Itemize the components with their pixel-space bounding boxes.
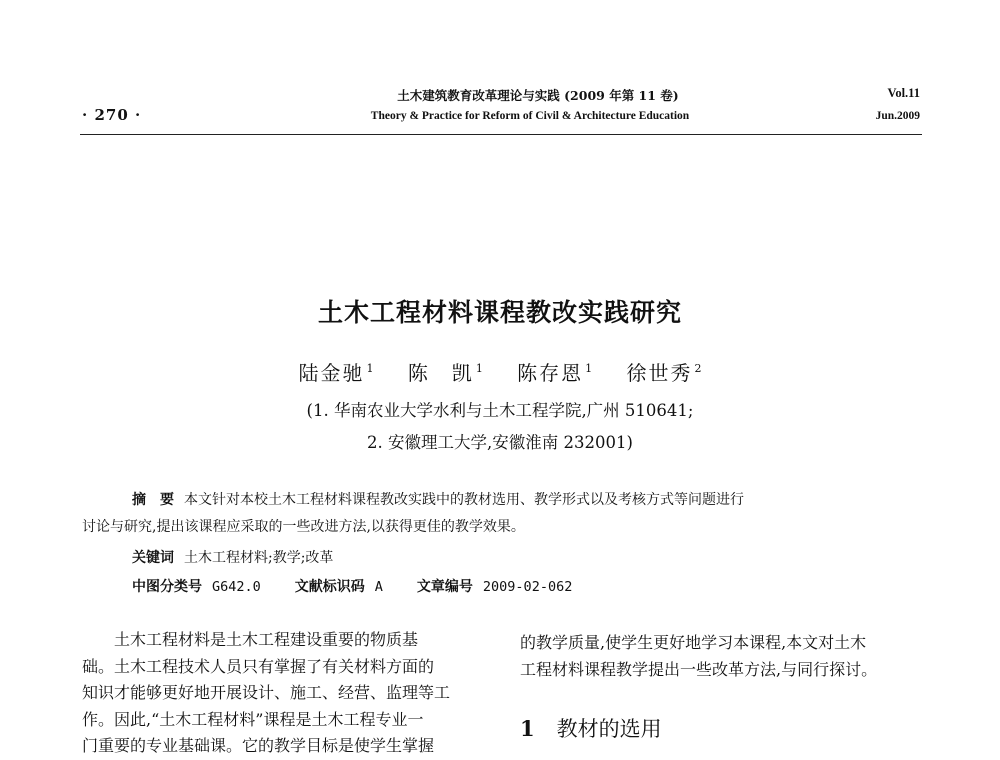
author-name: 陈存恩 — [517, 361, 584, 385]
classification-info — [132, 576, 572, 596]
body-line: 土木工程材料是土木工程建设重要的物质基 — [114, 630, 419, 649]
journal-title-cn: 土木建筑教育改革理论与实践 (2009 年第 11 卷) — [397, 88, 679, 103]
article-number-value: 2009-02-062 — [482, 579, 573, 595]
doc-code-value: A — [374, 579, 383, 595]
abstract-label: 摘 要 — [132, 492, 174, 508]
body-line: 工程材料课程教学提出一些改革方法,与同行探讨。 — [520, 659, 878, 679]
keywords-label: 关键词 — [132, 550, 174, 566]
keywords-value: 土木工程材料;教学;改革 — [184, 550, 334, 566]
header-rule — [80, 134, 922, 135]
author-name: 陈 凯 — [407, 361, 474, 385]
body-line: 门重要的专业基础课。它的教学目标是使学生掌握 — [82, 736, 435, 755]
author — [627, 361, 702, 385]
author-affiliation-mark: 1 — [366, 362, 374, 375]
article-number-label: 文章编号 — [416, 579, 473, 595]
author-name: 徐世秀 — [626, 361, 693, 385]
doc-code-label: 文献标识码 — [294, 579, 365, 595]
keywords — [132, 547, 333, 567]
section-title: 教材的选用 — [556, 717, 662, 741]
author — [408, 361, 483, 385]
body-line: 的教学质量,使学生更好地学习本课程,本文对土木 — [520, 633, 867, 652]
author — [517, 361, 592, 385]
section-number: 1 — [520, 716, 535, 741]
body-line: 作。因此,“土木工程材料”课程是土木工程专业一 — [82, 709, 424, 729]
clc-label: 中图分类号 — [132, 579, 202, 595]
author-list — [0, 357, 1000, 386]
author-affiliation-mark: 1 — [585, 362, 593, 375]
body-right-column — [520, 630, 920, 683]
abstract-text: 本文针对本校土木工程材料课程教改实践中的教材选用、教学形式以及考核方式等问题进行 — [184, 492, 744, 508]
clc-value: G642.0 — [212, 579, 261, 595]
journal-title-en: Theory & Practice for Reform of Civil & Architecture Education — [370, 110, 690, 122]
article-title: 土木工程材料课程教改实践研究 — [317, 298, 682, 327]
author-affiliation-mark: 2 — [694, 362, 702, 375]
author — [298, 361, 373, 385]
body-line: 础。土木工程技术人员只有掌握了有关材料方面的 — [82, 656, 435, 676]
abstract — [132, 489, 744, 509]
author-affiliation-mark: 1 — [475, 362, 483, 375]
affiliation-line: 2. 安徽理工大学,安徽淮南 232001) — [367, 433, 633, 452]
author-name: 陆金驰 — [298, 361, 365, 385]
abstract-text-continued: 讨论与研究,提出该课程应采取的一些改进方法,以获得更佳的教学效果。 — [82, 519, 525, 535]
affiliation-line: (1. 华南农业大学水利与土木工程学院,广州 510641; — [306, 401, 694, 420]
body-left-column — [82, 627, 494, 760]
page-number: · 270 · — [82, 106, 142, 124]
issue-date: Jun.2009 — [875, 110, 920, 122]
volume-label: Vol.11 — [887, 86, 920, 100]
body-line: 知识才能够更好地开展设计、施工、经营、监理等工 — [82, 683, 451, 702]
section-heading — [520, 713, 662, 743]
